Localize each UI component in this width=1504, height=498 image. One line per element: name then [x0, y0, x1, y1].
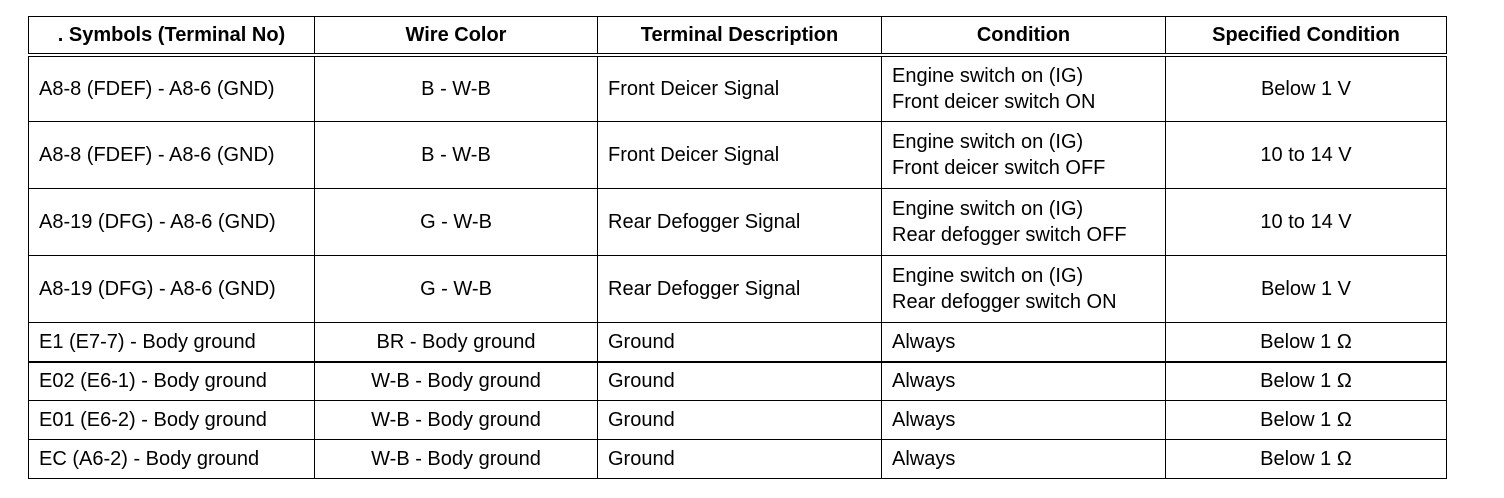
cell-symbol: A8-8 (FDEF) - A8-6 (GND) [29, 55, 315, 122]
cell-wire-color: G - W-B [315, 256, 598, 323]
table-row [29, 55, 1447, 122]
header-condition: Condition [882, 17, 1166, 55]
cell-condition: Always [882, 323, 1166, 362]
cell-symbol: E02 (E6-1) - Body ground [29, 362, 315, 401]
cell-specified-condition: Below 1 Ω [1166, 401, 1447, 440]
terminal-inspection-table [28, 16, 1447, 479]
cell-description: Rear Defogger Signal [598, 256, 882, 323]
cell-specified-condition: Below 1 V [1166, 256, 1447, 323]
header-specified-condition: Specified Condition [1166, 17, 1447, 55]
cell-specified-condition: 10 to 14 V [1166, 189, 1447, 256]
condition-line: Front deicer switch OFF [892, 157, 1106, 179]
condition-line: Engine switch on (IG) [892, 198, 1084, 220]
cell-wire-color: W-B - Body ground [315, 362, 598, 401]
cell-condition [882, 55, 1166, 122]
cell-condition [882, 122, 1166, 189]
header-wire-color: Wire Color [315, 17, 598, 55]
table-row [29, 401, 1447, 440]
cell-wire-color: B - W-B [315, 55, 598, 122]
cell-wire-color: W-B - Body ground [315, 401, 598, 440]
terminal-table-container [28, 16, 1447, 479]
cell-description: Rear Defogger Signal [598, 189, 882, 256]
condition-line: Rear defogger switch ON [892, 291, 1117, 313]
table-row [29, 256, 1447, 323]
cell-description: Ground [598, 362, 882, 401]
cell-symbol: A8-19 (DFG) - A8-6 (GND) [29, 189, 315, 256]
condition-line: Front deicer switch ON [892, 90, 1096, 113]
cell-condition [882, 256, 1166, 323]
cell-description: Ground [598, 323, 882, 362]
table-row [29, 440, 1447, 479]
condition-line: Engine switch on (IG) [892, 265, 1084, 287]
cell-description: Ground [598, 440, 882, 479]
table-row [29, 362, 1447, 401]
table-row [29, 122, 1447, 189]
cell-condition: Always [882, 362, 1166, 401]
cell-specified-condition: Below 1 V [1166, 55, 1447, 122]
condition-line: Engine switch on (IG) [892, 64, 1084, 87]
cell-symbol: A8-8 (FDEF) - A8-6 (GND) [29, 122, 315, 189]
cell-symbol: E1 (E7-7) - Body ground [29, 323, 315, 362]
cell-description: Front Deicer Signal [598, 55, 882, 122]
header-terminal-description: Terminal Description [598, 17, 882, 55]
cell-wire-color: BR - Body ground [315, 323, 598, 362]
cell-condition: Always [882, 401, 1166, 440]
cell-description: Front Deicer Signal [598, 122, 882, 189]
table-header-row [29, 17, 1447, 55]
cell-specified-condition: Below 1 Ω [1166, 362, 1447, 401]
condition-line: Rear defogger switch OFF [892, 224, 1127, 246]
cell-wire-color: G - W-B [315, 189, 598, 256]
cell-condition: Always [882, 440, 1166, 479]
cell-wire-color: B - W-B [315, 122, 598, 189]
cell-specified-condition: Below 1 Ω [1166, 323, 1447, 362]
cell-wire-color: W-B - Body ground [315, 440, 598, 479]
cell-specified-condition: 10 to 14 V [1166, 122, 1447, 189]
cell-symbol: A8-19 (DFG) - A8-6 (GND) [29, 256, 315, 323]
condition-line: Engine switch on (IG) [892, 131, 1084, 153]
cell-condition [882, 189, 1166, 256]
header-symbols: . Symbols (Terminal No) [29, 17, 315, 55]
table-row [29, 189, 1447, 256]
cell-specified-condition: Below 1 Ω [1166, 440, 1447, 479]
cell-symbol: E01 (E6-2) - Body ground [29, 401, 315, 440]
cell-symbol: EC (A6-2) - Body ground [29, 440, 315, 479]
cell-description: Ground [598, 401, 882, 440]
table-row [29, 323, 1447, 362]
